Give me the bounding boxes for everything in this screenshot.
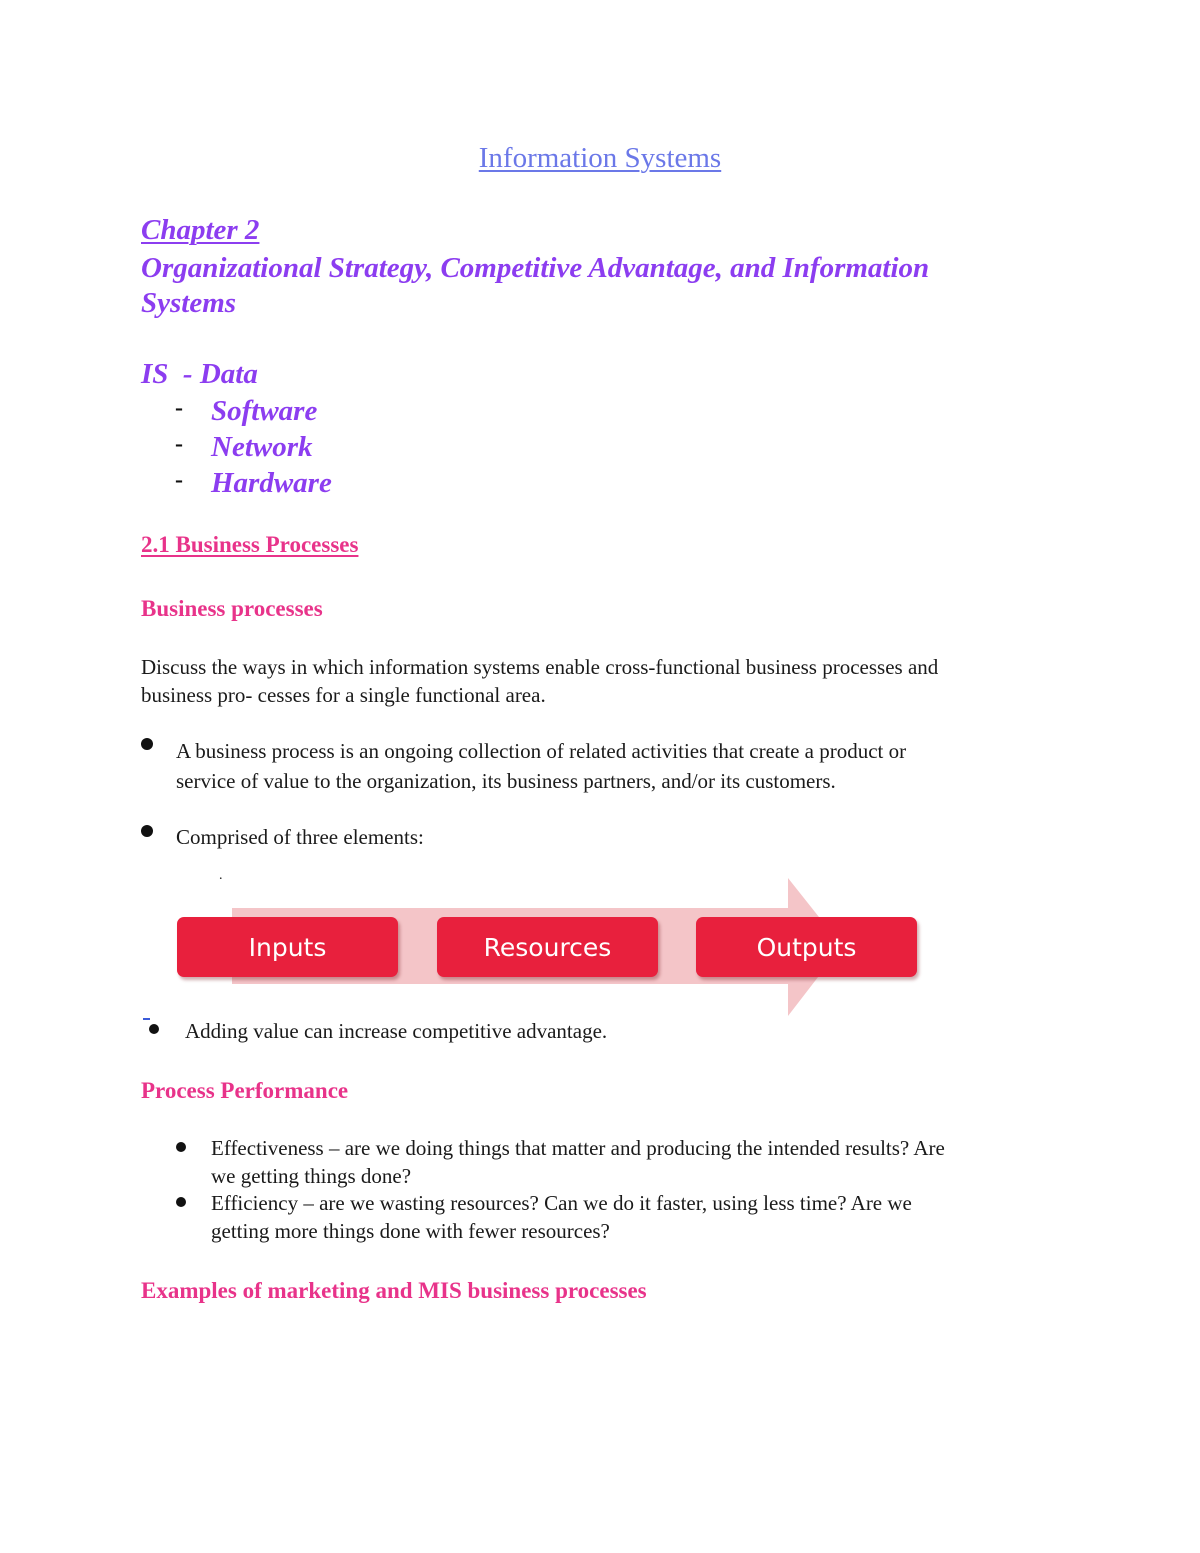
process-performance-heading: Process Performance: [141, 1078, 349, 1103]
bullet-elements: Comprised of three elements:: [176, 825, 424, 849]
is-item-network: Network: [211, 431, 313, 463]
business-processes-heading: Business processes: [141, 596, 323, 621]
list-dash: -: [175, 467, 183, 493]
chapter-heading: Chapter 2: [141, 214, 260, 246]
is-item-network-row: [175, 431, 183, 458]
is-item-software-row: [175, 395, 183, 422]
efficiency-line-1: Efficiency – are we wasting resources? Can we do it faster, using less time? Are we: [211, 1191, 912, 1215]
bullet-icon: [141, 738, 153, 750]
intro-line-2: business pro- cesses for a single functional area.: [141, 683, 546, 707]
chapter-subtitle: [141, 251, 1041, 321]
bullet-definition-line-1: A business process is an ongoing collection of related activities that create a product or: [176, 739, 907, 763]
is-components-label: IS - Data: [141, 358, 258, 390]
process-box-resources: Resources: [437, 917, 658, 977]
stray-dash-mark: [143, 1018, 150, 1020]
is-item-software: Software: [211, 395, 318, 427]
intro-line-1: Discuss the ways in which information systems enable cross-functional business processes and: [141, 655, 939, 679]
chapter-subtitle-line-1: Organizational Strategy, Competitive Advantage, and Information: [141, 252, 930, 284]
effectiveness-line-1: Effectiveness – are we doing things that matter and producing the intended results? Are: [211, 1136, 945, 1160]
adding-value-text: Adding value can increase competitive advantage.: [185, 1019, 608, 1043]
examples-heading: Examples of marketing and MIS business processes: [141, 1278, 647, 1303]
chapter-subtitle-line-2: Systems: [141, 287, 237, 319]
bullet-icon: [176, 1197, 186, 1207]
efficiency-item: [211, 1189, 912, 1245]
efficiency-line-2: getting more things done with fewer resources?: [211, 1219, 610, 1243]
list-dash: -: [175, 395, 183, 421]
intro-paragraph: [141, 653, 938, 709]
effectiveness-line-2: we getting things done?: [211, 1164, 412, 1188]
stray-dot: .: [219, 868, 223, 883]
bullet-icon: [176, 1142, 186, 1152]
process-box-inputs: Inputs: [177, 917, 398, 977]
process-box-outputs: Outputs: [696, 917, 917, 977]
bullet-icon: [149, 1024, 159, 1034]
section-title: 2.1 Business Processes: [141, 532, 359, 557]
is-item-hardware-row: [175, 467, 183, 494]
document-title: Information Systems: [478, 142, 722, 174]
bullet-definition: [176, 736, 906, 796]
bullet-icon: [141, 825, 153, 837]
process-diagram: [170, 872, 930, 1022]
bullet-definition-line-2: service of value to the organization, its business partners, and/or its customers.: [176, 769, 836, 793]
effectiveness-item: [211, 1134, 945, 1190]
list-dash: -: [175, 431, 183, 457]
is-item-hardware: Hardware: [211, 467, 332, 499]
